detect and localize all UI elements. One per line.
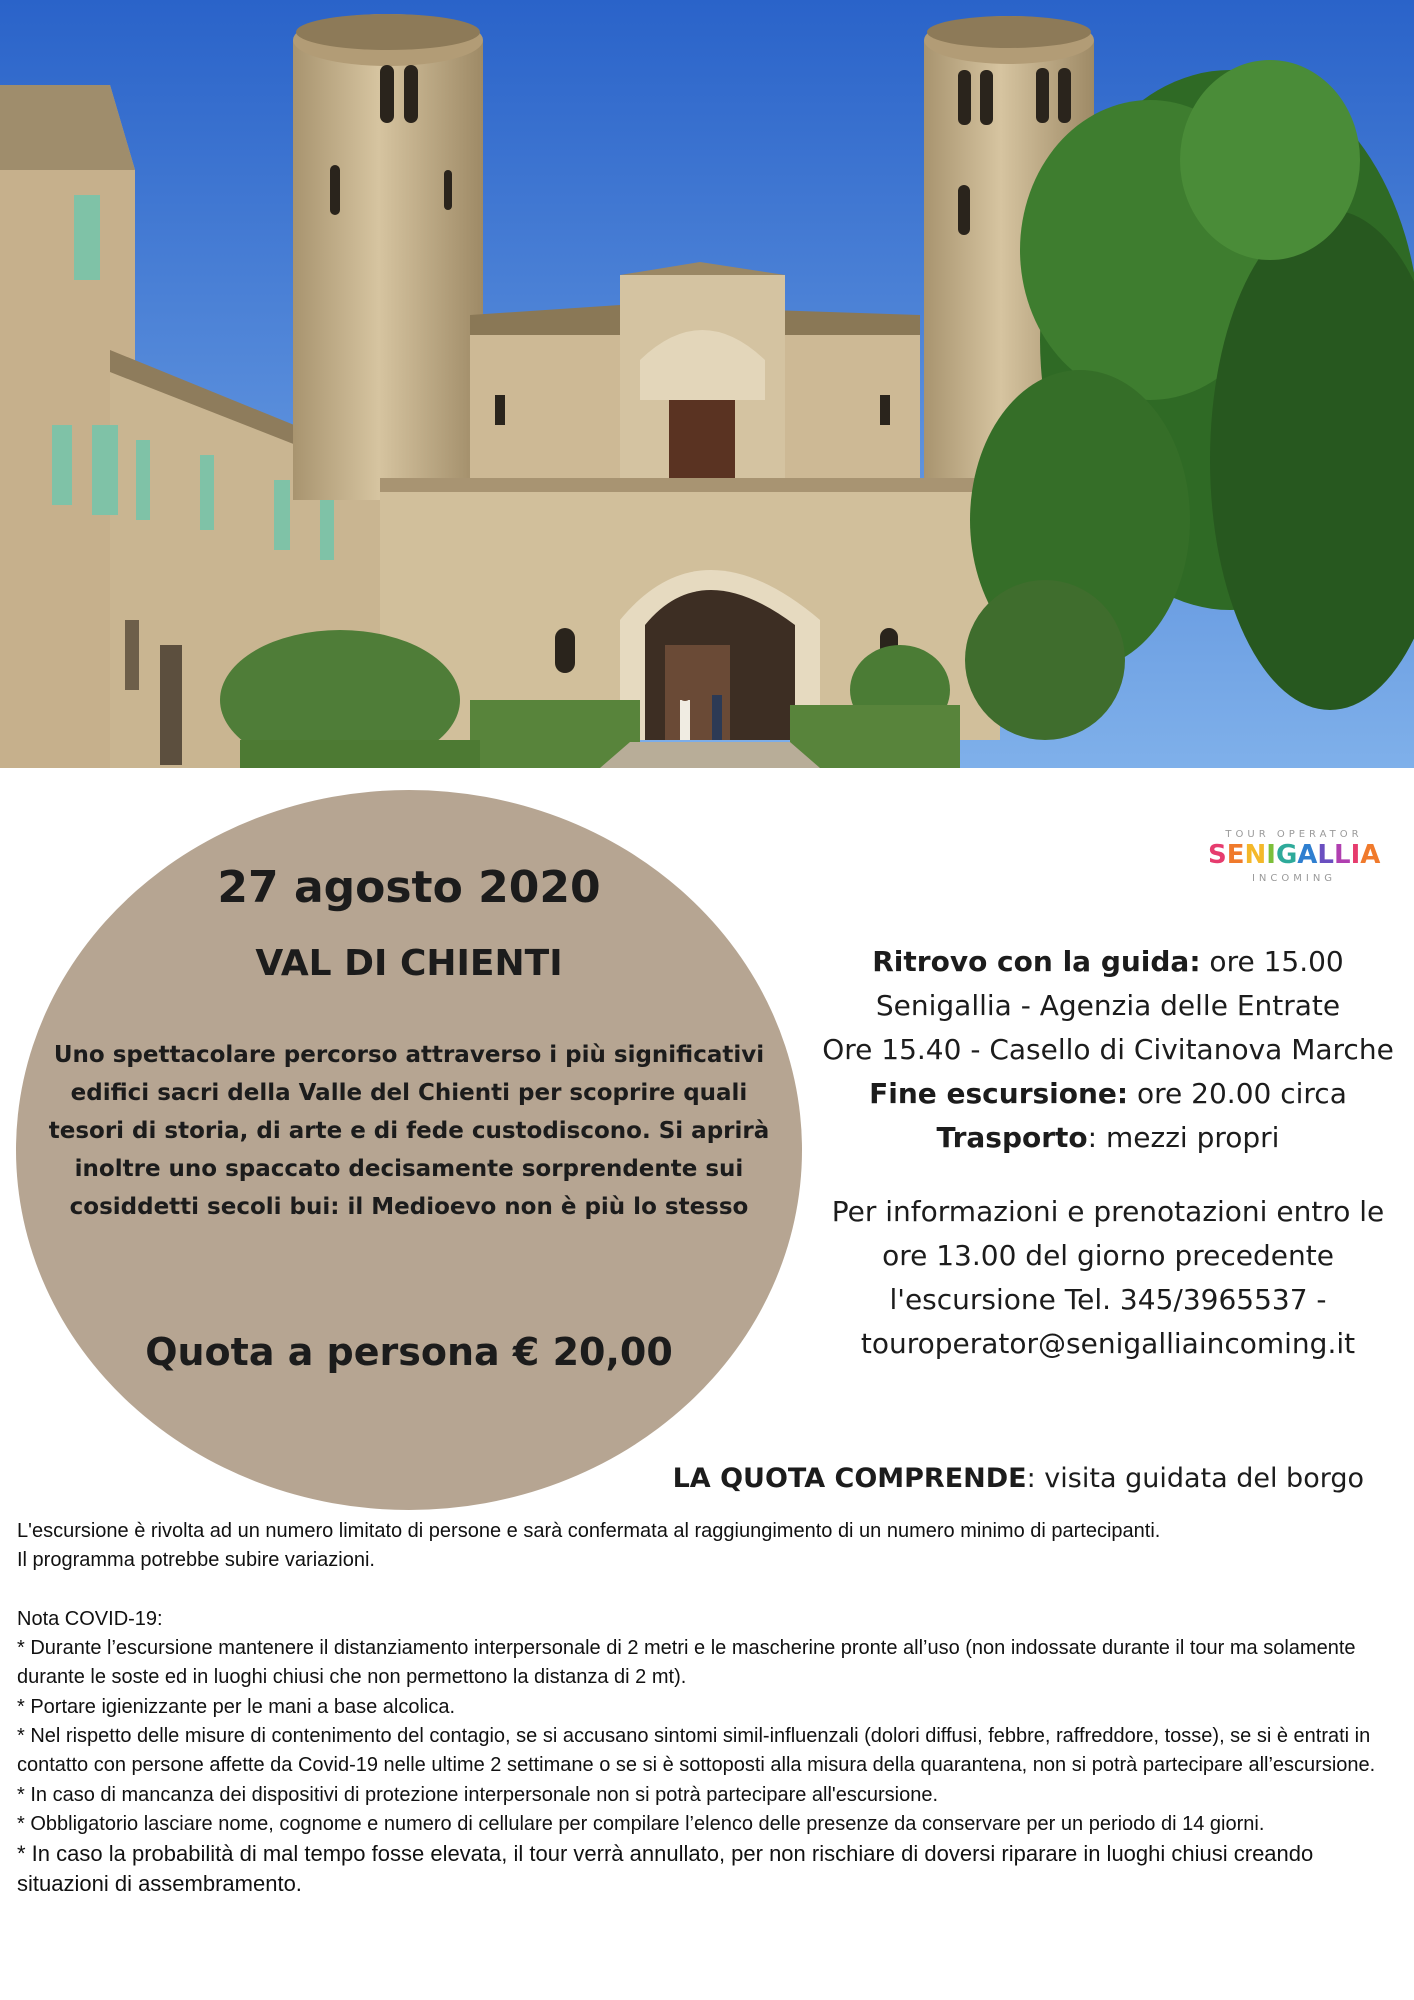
logo-main-text: SENIGALLIA	[1208, 840, 1381, 870]
senigallia-logo	[1208, 829, 1380, 885]
covid-item: * Durante l’escursione mantenere il distanziamento interpersonale di 2 metri e le mascherine pronte all’uso (non indossate durante il tour ma solamente durante le soste ed in luoghi chiusi che non permettono la distanza di 2 mt).	[17, 1637, 1356, 1689]
event-price: Quota a persona € 20,00	[145, 1330, 673, 1374]
notes-variation: Il programma potrebbe subire variazioni.	[17, 1549, 375, 1572]
event-title: VAL DI CHIENTI	[255, 943, 563, 984]
meeting-info	[818, 940, 1398, 1366]
notes-intro: L'escursione è rivolta ad un numero limitato di persone e sarà confermata al raggiungimento di un numero minimo di partecipanti.	[17, 1520, 1161, 1542]
meeting-place: Senigallia - Agenzia delle Entrate	[875, 989, 1341, 1022]
transport-line: Trasporto: mezzi propri	[936, 1121, 1280, 1154]
second-stop: Ore 15.40 - Casello di Civitanova Marche	[822, 1033, 1394, 1066]
booking-info: Per informazioni e prenotazioni entro le ore 13.00 del giorno precedente l'escursione Tel. 345/3965537 - touroperator@senigalliaincoming.it	[831, 1195, 1385, 1360]
covid-title: Nota COVID-19:	[17, 1607, 163, 1630]
logo-bottom-text: INCOMING	[1251, 873, 1337, 884]
covid-item: * Nel rispetto delle misure di contenimento del contagio, se si accusano sintomi simil-influenzali (dolori diffusi, febbre, raffreddore, tosse), se si è entrati in contatto con persone affette da Covid-19 nelle ultime 2 settimane o se si è sottoposti alla misura della quarantena, non si potrà partecipare all’escursione.	[17, 1725, 1376, 1777]
hero-photo	[0, 0, 1414, 768]
covid-item: * In caso la probabilità di mal tempo fosse elevata, il tour verrà annullato, per non rischiare di doversi riparare in luoghi chiusi creando situazioni di assembramento.	[17, 1841, 1314, 1896]
abbey-illustration	[0, 0, 1414, 768]
notes-section	[17, 1517, 1397, 1898]
event-date: 27 agosto 2020	[217, 862, 601, 913]
end-line: Fine escursione: ore 20.00 circa	[869, 1077, 1347, 1110]
event-description: Uno spettacolare percorso attraverso i più significativi edifici sacri della Valle del Chienti per scoprire quali tesori di storia, di arte e di fede custodiscono. Si aprirà inoltre uno spaccato decisamente sorprendente sui cosiddetti secoli bui: il Medioevo non è più lo stesso	[48, 1042, 770, 1220]
quota-comprende: LA QUOTA COMPRENDE: visita guidata del borgo	[672, 1463, 1364, 1494]
covid-item: * Portare igienizzante per le mani a base alcolica.	[17, 1695, 456, 1718]
meeting-line: Ritrovo con la guida: ore 15.00	[872, 945, 1344, 978]
covid-item: * In caso di mancanza dei dispositivi di protezione interpersonale non si potrà partecipare all'escursione.	[17, 1783, 939, 1806]
covid-item: * Obbligatorio lasciare nome, cognome e numero di cellulare per compilare l’elenco delle presenze da conservare per un periodo di 14 giorni.	[17, 1812, 1265, 1835]
logo-top-text: TOUR OPERATOR	[1225, 829, 1363, 840]
